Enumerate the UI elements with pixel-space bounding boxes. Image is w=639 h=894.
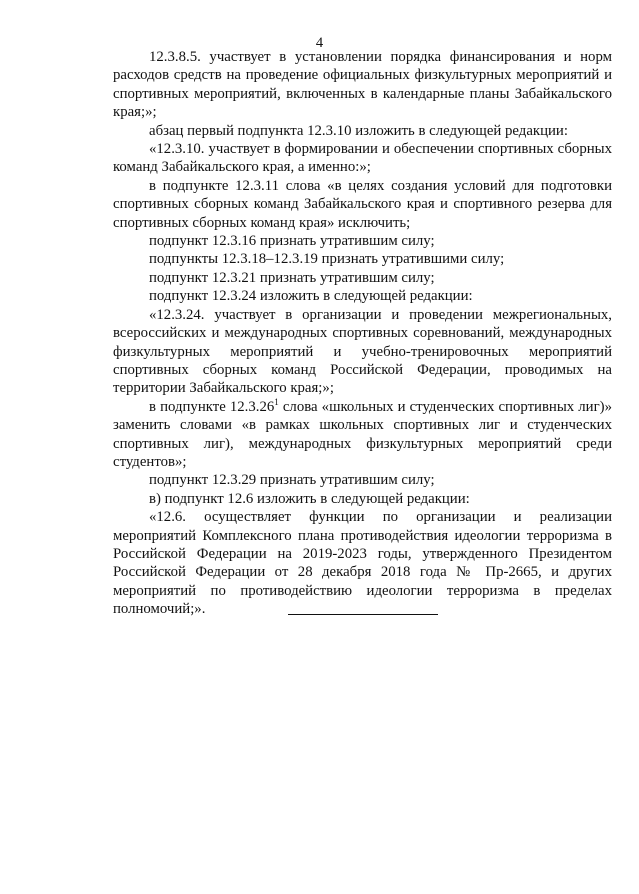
- paragraph-12-3-18-19: подпункты 12.3.18–12.3.19 признать утратившими силу;: [149, 251, 505, 268]
- paragraph-12-3-26-after: слова «школьных и студенческих спортивных лиг)» заменить словами «в рамках школьных спортивных лиг и студенческих спортивных лиг), международных физкультурных мероприятий среди студентов»;: [113, 398, 612, 470]
- paragraph-12-3-21: подпункт 12.3.21 признать утратившим силу;: [149, 269, 435, 286]
- paragraph-12-3-10: «12.3.10. участвует в формировании и обеспечении спортивных сборных команд Забайкальского края, а именно:»;: [113, 141, 612, 176]
- paragraph-amend-12-6: в) подпункт 12.6 изложить в следующей редакции:: [149, 490, 470, 507]
- paragraph-12-3-24: «12.3.24. участвует в организации и проведении межрегиональных, всероссийских и международных спортивных соревнований, международных физкультурных мероприятий и учебно-тренировочных мероприятий спортивных сборных команд Российской Федерации, проводимых на территории Забайкальского края;»;: [113, 306, 612, 397]
- paragraph-amend-12-3-24: подпункт 12.3.24 изложить в следующей редакции:: [149, 288, 473, 305]
- paragraph-12-3-8-5: 12.3.8.5. участвует в установлении порядка финансирования и норм расходов средств на проведение официальных физкультурных мероприятий и спортивных мероприятий, включенных в календарные планы Забайкальского края;»;: [113, 49, 612, 121]
- paragraph-12-3-29: подпункт 12.3.29 признать утратившим силу;: [149, 472, 435, 489]
- paragraph-12-3-11: в подпункте 12.3.11 слова «в целях создания условий для подготовки спортивных сборных команд Забайкальского края и спортивного резерва для спортивных сборных команд края» исключить;: [113, 177, 612, 231]
- page-number: 4: [315, 35, 324, 51]
- paragraph-12-3-26: [113, 398, 612, 472]
- paragraph-12-3-16: подпункт 12.3.16 признать утратившим силу;: [149, 233, 435, 250]
- paragraph-amend-12-3-10: абзац первый подпункта 12.3.10 изложить в следующей редакции:: [149, 122, 568, 139]
- paragraph-12-3-26-before: в подпункте 12.3.26: [149, 398, 275, 415]
- closing-divider: [288, 614, 438, 615]
- superscript-1: 1: [274, 396, 279, 407]
- paragraph-12-6: «12.6. осуществляет функции по организации и реализации мероприятий Комплексного плана противодействия идеологии терроризма в Российской Федерации на 2019-2023 годы, утвержденного Президентом Российской Федерации от 28 декабря 2018 года № Пр-2665, и других мероприятий по противодействию идеологии терроризма в пределах полномочий;».: [113, 509, 612, 618]
- document-body: [113, 48, 612, 619]
